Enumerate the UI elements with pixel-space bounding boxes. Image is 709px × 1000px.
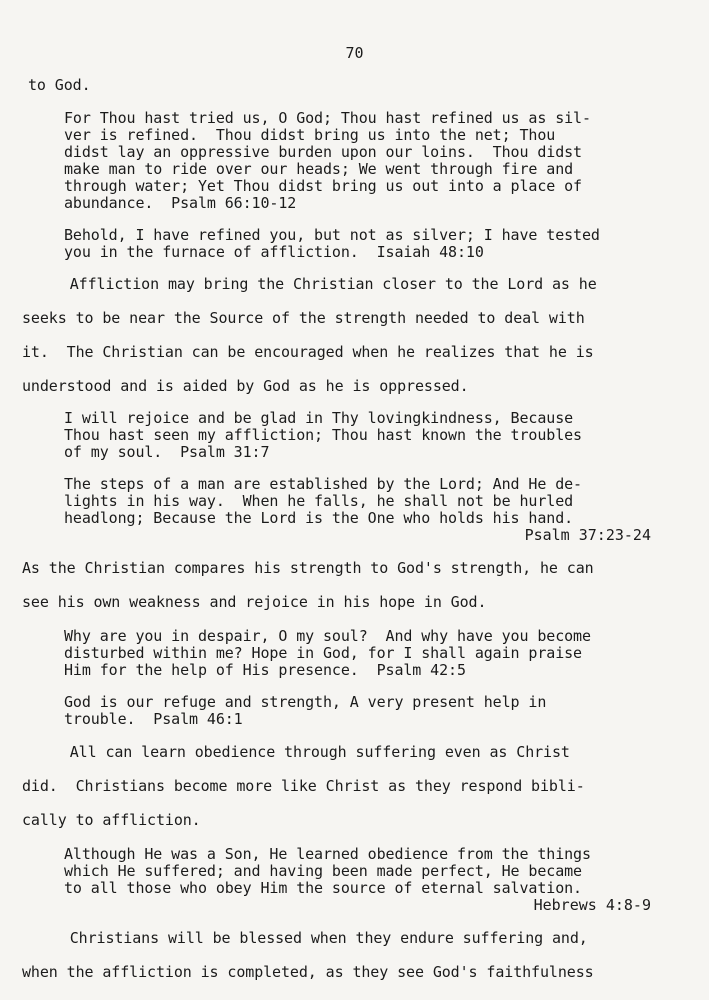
- paragraph-line: Christians will be blessed when they endure suffering and,: [34, 929, 588, 947]
- quote-line: Thou hast seen my affliction; Thou hast known the troubles: [64, 426, 582, 444]
- quote-line: trouble. Psalm 46:1: [64, 710, 243, 728]
- quote-line: you in the furnace of affliction. Isaiah 48:10: [64, 243, 484, 261]
- quote-line: lights in his way. When he falls, he shall not be hurled: [64, 492, 574, 510]
- quote-line: God is our refuge and strength, A very present help in: [64, 693, 547, 711]
- paragraph-line: cally to affliction.: [22, 811, 201, 829]
- quote-line: make man to ride over our heads; We went through fire and: [64, 160, 574, 178]
- text-line: to God.: [28, 76, 91, 94]
- quote-line: disturbed within me? Hope in God, for I shall again praise: [64, 644, 582, 662]
- quote-line: through water; Yet Thou didst bring us out into a place of: [64, 177, 582, 195]
- paragraph-line: Affliction may bring the Christian closer to the Lord as he: [34, 275, 597, 293]
- quote-reference: Psalm 37:23-24: [524, 526, 651, 544]
- quote-line: abundance. Psalm 66:10-12: [64, 194, 297, 212]
- quote-line: ver is refined. Thou didst bring us into the net; Thou: [64, 126, 556, 144]
- paragraph-line: As the Christian compares his strength to God's strength, he can: [22, 559, 594, 577]
- quote-line: of my soul. Psalm 31:7: [64, 443, 270, 461]
- quote-line: For Thou hast tried us, O God; Thou hast refined us as sil-: [64, 109, 591, 127]
- paragraph-line: it. The Christian can be encouraged when he realizes that he is: [22, 343, 594, 361]
- paragraph-line: understood and is aided by God as he is oppressed.: [22, 377, 469, 395]
- quote-line: Him for the help of His presence. Psalm 42:5: [64, 661, 466, 679]
- quote-line: to all those who obey Him the source of eternal salvation.: [64, 879, 582, 897]
- quote-line: headlong; Because the Lord is the One who holds his hand.: [64, 509, 574, 527]
- quote-line: The steps of a man are established by the Lord; And He de-: [64, 475, 582, 493]
- quote-line: Behold, I have refined you, but not as silver; I have tested: [64, 226, 600, 244]
- paragraph-line: when the affliction is completed, as they see God's faithfulness: [22, 963, 594, 981]
- quote-reference: Hebrews 4:8-9: [533, 896, 651, 914]
- quote-line: I will rejoice and be glad in Thy lovingkindness, Because: [64, 409, 574, 427]
- quote-line: which He suffered; and having been made perfect, He became: [64, 862, 582, 880]
- page-number: 70: [345, 44, 364, 62]
- paragraph-line: see his own weakness and rejoice in his hope in God.: [22, 593, 487, 611]
- paragraph-line: All can learn obedience through suffering even as Christ: [34, 743, 570, 761]
- quote-line: Why are you in despair, O my soul? And why have you become: [64, 627, 591, 645]
- quote-line: didst lay an oppressive burden upon our loins. Thou didst: [64, 143, 582, 161]
- quote-line: Although He was a Son, He learned obedience from the things: [64, 845, 591, 863]
- paragraph-line: did. Christians become more like Christ as they respond bibli-: [22, 777, 585, 795]
- paragraph-line: seeks to be near the Source of the strength needed to deal with: [22, 309, 585, 327]
